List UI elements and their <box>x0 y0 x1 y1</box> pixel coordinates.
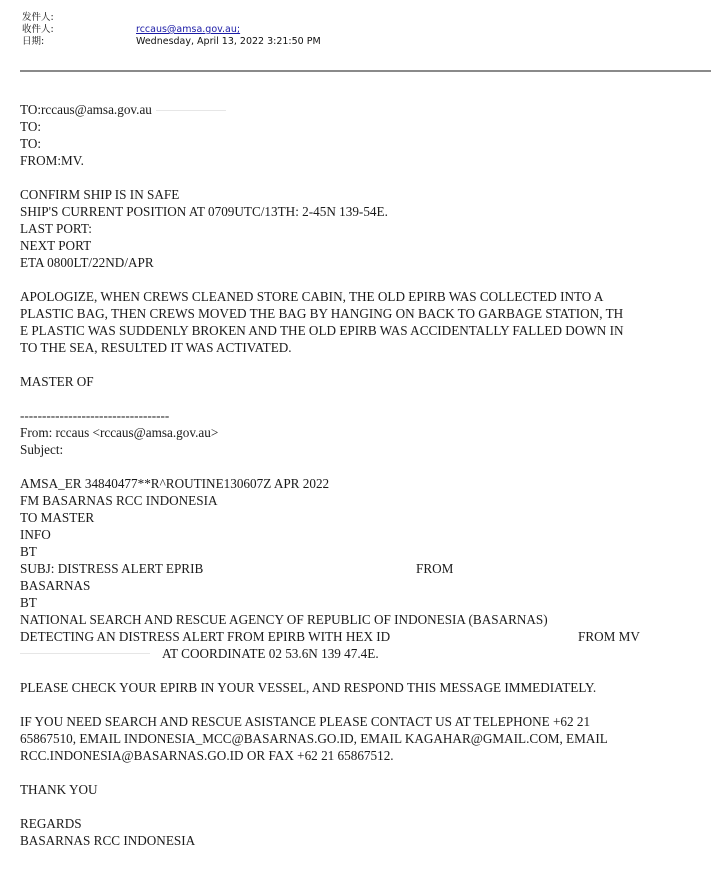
contact-line-3: RCC.INDONESIA@BASARNAS.GO.ID OR FAX +62 21 65867512. <box>20 748 394 763</box>
to-email-link[interactable]: rccaus@amsa.gov.au; <box>136 24 241 35</box>
quoted-bt-2: BT <box>20 595 37 610</box>
confirm-line: CONFIRM SHIP IS IN SAFE <box>20 187 180 202</box>
redaction-mark <box>156 110 226 111</box>
quoted-please: PLEASE CHECK YOUR EPIRB IN YOUR VESSEL, AND RESPOND THIS MESSAGE IMMEDIATELY. <box>20 680 597 695</box>
reply-from: FROM:MV. <box>20 153 84 168</box>
message-body <box>20 101 720 849</box>
quoted-coordinate-line <box>20 645 720 662</box>
quoted-subj: SUBJ: DISTRESS ALERT EPRIB <box>20 561 204 576</box>
contact-line-2: 65867510, EMAIL INDONESIA_MCC@BASARNAS.GO.ID, EMAIL KAGAHAR@GMAIL.COM, EMAIL <box>20 731 608 746</box>
position-line: SHIP'S CURRENT POSITION AT 0709UTC/13TH: 2-45N 139-54E. <box>20 204 388 219</box>
email-header <box>22 12 712 48</box>
apology-line-1: APOLOGIZE, WHEN CREWS CLEANED STORE CABIN, THE OLD EPIRB WAS COLLECTED INTO A <box>20 289 604 304</box>
reply-to-3: TO: <box>20 136 42 151</box>
quoted-fm: FM BASARNAS RCC INDONESIA <box>20 493 218 508</box>
apology-line-4: TO THE SEA, RESULTED IT WAS ACTIVATED. <box>20 340 292 355</box>
apology-line-2: PLASTIC BAG, THEN CREWS MOVED THE BAG BY HANGING ON BACK TO GARBAGE STATION, TH <box>20 306 624 321</box>
from-label: 发件人: <box>22 12 54 23</box>
apology-line-3: E PLASTIC WAS SUDDENLY BROKEN AND THE OLD EPIRB WAS ACCIDENTALLY FALLED DOWN IN <box>20 323 624 338</box>
date-value: Wednesday, April 13, 2022 3:21:50 PM <box>136 36 321 47</box>
redaction-mark <box>20 653 150 654</box>
last-port-line: LAST PORT: <box>20 221 92 236</box>
quoted-subj-from: FROM <box>416 561 454 576</box>
quoted-subject: Subject: <box>20 442 64 457</box>
header-from-row <box>22 12 712 24</box>
contact-line-1: IF YOU NEED SEARCH AND RESCUE ASISTANCE PLEASE CONTACT US AT TELEPHONE +62 21 <box>20 714 591 729</box>
quoted-national: NATIONAL SEARCH AND RESCUE AGENCY OF REPUBLIC OF INDONESIA (BASARNAS) <box>20 612 548 627</box>
quote-separator: ---------------------------------- <box>20 408 170 423</box>
quoted-from: From: rccaus <rccaus@amsa.gov.au> <box>20 425 219 440</box>
next-port-line: NEXT PORT <box>20 238 92 253</box>
quoted-ref: AMSA_ER 34840477**R^ROUTINE130607Z APR 2022 <box>20 476 330 491</box>
quoted-basarnas: BASARNAS <box>20 578 91 593</box>
header-date-row <box>22 36 712 48</box>
quoted-detecting: DETECTING AN DISTRESS ALERT FROM EPIRB WITH HEX ID <box>20 629 391 644</box>
quoted-info: INFO <box>20 527 51 542</box>
regards-line: REGARDS <box>20 816 82 831</box>
to-label: 收件人: <box>22 24 54 35</box>
thanks-line: THANK YOU <box>20 782 98 797</box>
reply-to-1 <box>20 101 720 118</box>
reply-to-1-text: TO:rccaus@amsa.gov.au <box>20 102 152 117</box>
reply-to-2: TO: <box>20 119 42 134</box>
date-label: 日期: <box>22 36 45 47</box>
quoted-to-master: TO MASTER <box>20 510 95 525</box>
header-divider <box>20 70 711 72</box>
eta-line: ETA 0800LT/22ND/APR <box>20 255 154 270</box>
quoted-coordinate: AT COORDINATE 02 53.6N 139 47.4E. <box>162 646 379 661</box>
quoted-detecting-from: FROM MV <box>578 629 640 644</box>
master-line: MASTER OF <box>20 374 94 389</box>
quoted-bt-1: BT <box>20 544 37 559</box>
quoted-detecting-line <box>20 628 720 645</box>
header-to-row <box>22 24 712 36</box>
quoted-subj-line <box>20 560 720 577</box>
signature-line: BASARNAS RCC INDONESIA <box>20 833 196 848</box>
